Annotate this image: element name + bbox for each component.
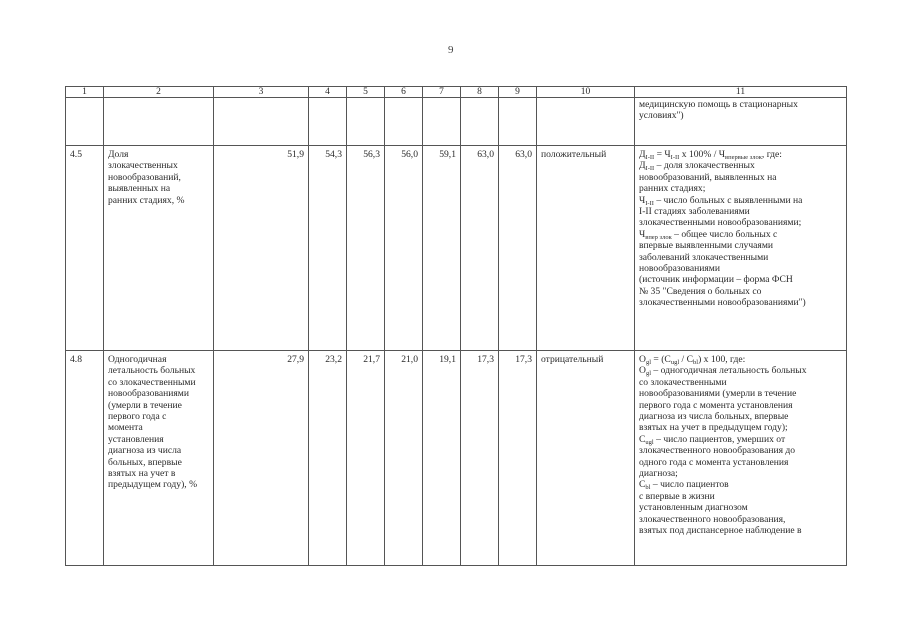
column-number: 3 [214, 87, 309, 98]
indicators-table [65, 86, 847, 566]
column-number: 8 [461, 87, 499, 98]
indicator-cell: Одногодичная летальность больных со злокачественными новообразованиями (умерли в течение первого года с момента установления диагноза из числа больных, впервые взятых на учет в предыдущем году), % [104, 351, 214, 566]
column-number: 9 [499, 87, 537, 98]
trend-cell: отрицательный [537, 351, 635, 566]
page-number: 9 [448, 44, 454, 56]
method-cell: медицинскую помощь в стационарных условиях") [635, 98, 847, 146]
column-number: 2 [104, 87, 214, 98]
value-cell: 17,3 [499, 351, 537, 566]
row-number: 4.8 [66, 351, 104, 566]
row-number: 4.5 [66, 146, 104, 351]
value-cell: 19,1 [423, 351, 461, 566]
table-row [66, 146, 847, 351]
value-cell: 27,9 [214, 351, 309, 566]
value-cell: 56,0 [385, 146, 423, 351]
value-cell: 21,0 [385, 351, 423, 566]
value-cell: 59,1 [423, 146, 461, 351]
value-cell: 63,0 [461, 146, 499, 351]
column-number-row [66, 87, 847, 98]
method-cell: $Д_{I-II} = Ч_{I-II}$ x $100\% / Ч_{впервые злок}$, где: $Д_{I-II}$ – доля злокачественных новообразований, выявленных на ранних стадиях; $Ч_{I-II}$ – число больных с выявленными на I-II стадиях заболеваниями злокачественными новообразованиями; $Ч_{впер злок}$ – общее число больных с впервые выявленными случаями заболеваний злокачественными новообразованиями (источник информации – форма ФСН № 35 "Сведения о больных со злокачественными новообразованиями") [635, 146, 847, 351]
column-number: 11 [635, 87, 847, 98]
trend-cell: положительный [537, 146, 635, 351]
value-cell: 56,3 [347, 146, 385, 351]
value-cell: 17,3 [461, 351, 499, 566]
column-number: 4 [309, 87, 347, 98]
column-number: 1 [66, 87, 104, 98]
column-number: 6 [385, 87, 423, 98]
column-number: 10 [537, 87, 635, 98]
value-cell: 21,7 [347, 351, 385, 566]
method-cell: $О_{gl} = (С_{ugl} / С_{bl})$ x 100, где: $О_{gl}$ – одногодичная летальность больных со злокачественными новообразованиями (умерли в течение первого года с момента установления диагноза из числа больных, впервые взятых на учет в предыдущем году); $С_{ugl}$ – число пациентов, умерших от злокачественного новообразования до одного года с момента установления диагноза; $С_{bl}$ – число пациентов с впервые в жизни установленным диагнозом злокачественного новообразования, взятых под диспансерное наблюдение в [635, 351, 847, 566]
formula: $Д_{I-II} = Ч_{I-II}$ x $100\% / Ч_{впервые злок}$, где: [639, 149, 782, 161]
formula: $О_{gl} = (С_{ugl} / С_{bl})$ x 100, где: [639, 354, 746, 366]
value-cell: 63,0 [499, 146, 537, 351]
column-number: 5 [347, 87, 385, 98]
indicator-cell: Доля злокачественных новообразований, выявленных на ранних стадиях, % [104, 146, 214, 351]
value-cell: 51,9 [214, 146, 309, 351]
continuation-row [66, 98, 847, 146]
table-row [66, 351, 847, 566]
value-cell: 23,2 [309, 351, 347, 566]
value-cell: 54,3 [309, 146, 347, 351]
column-number: 7 [423, 87, 461, 98]
